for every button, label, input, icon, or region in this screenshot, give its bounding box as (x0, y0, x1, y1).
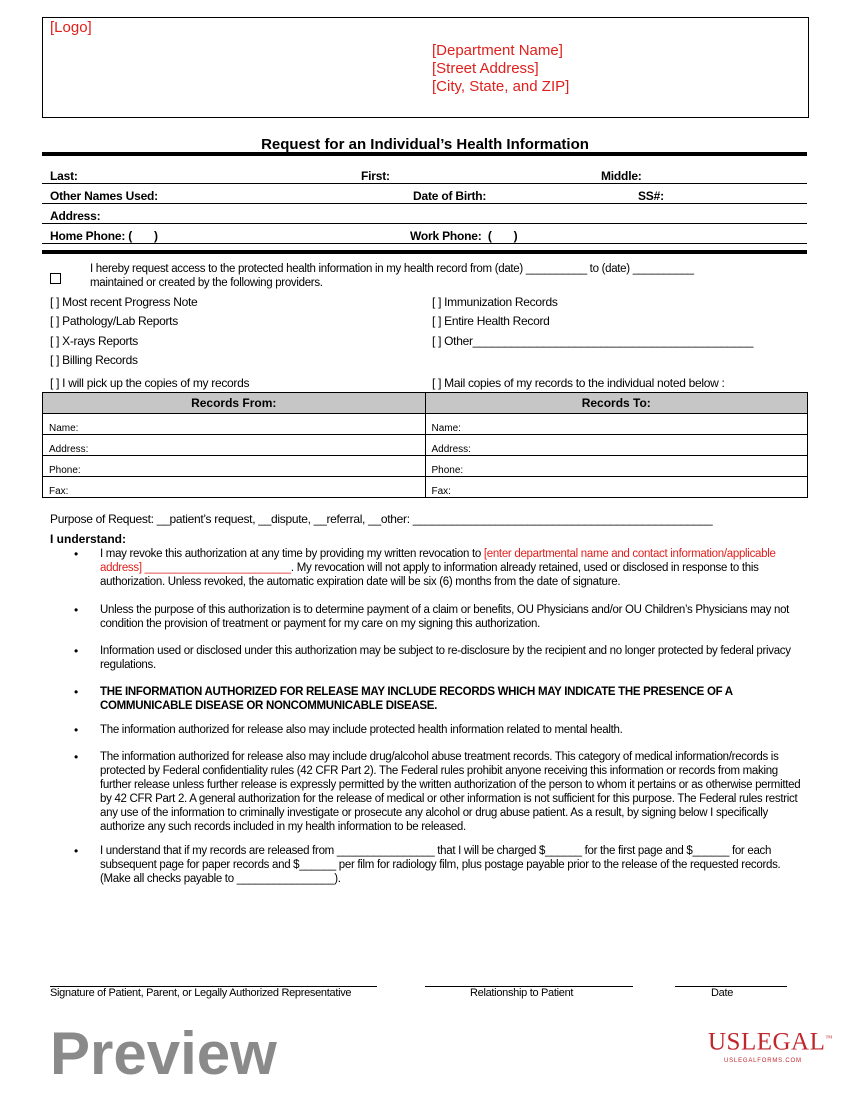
from-address-cell[interactable]: Address: (43, 435, 426, 456)
ssn-label: SS#: (638, 189, 664, 203)
records-table (42, 392, 808, 498)
request-text-line1: I hereby request access to the protected health information in my health record from (date) __________ to (date) __________ (90, 263, 694, 275)
from-fax-cell[interactable]: Fax: (43, 477, 426, 498)
mental-health-paragraph: The information authorized for release also may include protected health information related to mental health. (100, 724, 623, 736)
department-name: [Department Name] (432, 42, 563, 59)
revoke-contact-placeholder: [enter departmental name and contact information/applicable address] ________________________ (100, 548, 776, 574)
logo-placeholder: [Logo] (50, 19, 92, 36)
from-name-cell[interactable]: Name: (43, 414, 426, 435)
divider (42, 243, 807, 244)
bullet: • (74, 723, 79, 737)
form-title: Request for an Individual’s Health Information (261, 136, 589, 153)
request-checkbox[interactable] (50, 273, 61, 284)
charges-paragraph: I understand that if my records are released from ________________ that I will be charged $______ for the first page and $______ for each subsequent page for paper records and $______ per film for radiology film, plus postage payable prior to the release of the requested records. (Make all checks payable to ________________). (100, 845, 781, 885)
option-pathology-lab[interactable]: [ ] Pathology/Lab Reports (50, 314, 178, 328)
divider (42, 183, 807, 184)
to-name-cell[interactable]: Name: (425, 414, 808, 435)
bullet: • (74, 750, 79, 764)
divider (42, 250, 807, 254)
revoke-text: I may revoke this authorization at any time by providing my written revocation to (100, 548, 484, 560)
understand-heading: I understand: (50, 532, 127, 546)
work-phone-label: Work Phone: ( ) (410, 229, 518, 243)
city-state-zip: [City, State, and ZIP] (432, 78, 570, 95)
divider (42, 152, 807, 156)
from-phone-cell[interactable]: Phone: (43, 456, 426, 477)
option-mail[interactable]: [ ] Mail copies of my records to the individual noted below : (432, 376, 725, 390)
option-xrays[interactable]: [ ] X-rays Reports (50, 334, 138, 348)
address-label: Address: (50, 209, 101, 223)
revoke-text-cont: . My revocation will not apply to information already retained, used or disclosed in response to this authorization. Unless revoked, the automatic expiration date will be six (6) months from the date of signature. (100, 562, 759, 588)
uslegal-url: USLEGALFORMS.COM (724, 1058, 802, 1064)
list-item (74, 685, 806, 713)
option-billing[interactable]: [ ] Billing Records (50, 353, 138, 367)
purpose-of-request: Purpose of Request: __patient’s request, __dispute, __referral, __other: _______________________________________________ (50, 512, 713, 526)
list-item (74, 844, 806, 886)
option-other[interactable]: [ ] Other____________________________________________ (432, 334, 754, 348)
divider (42, 223, 807, 224)
middle-name-label: Middle: (601, 169, 642, 183)
revoke-paragraph (100, 547, 806, 589)
to-fax-cell[interactable]: Fax: (425, 477, 808, 498)
option-immunization[interactable]: [ ] Immunization Records (432, 295, 558, 309)
relationship-caption: Relationship to Patient (470, 987, 574, 999)
home-phone-label: Home Phone: ( ) (50, 229, 158, 243)
bullet: • (74, 685, 79, 699)
communicable-disease-paragraph: THE INFORMATION AUTHORIZED FOR RELEASE MAY INCLUDE RECORDS WHICH MAY INDICATE THE PRESENCE OF A COMMUNICABLE DISEASE OR NONCOMMUNICABLE DISEASE. (100, 686, 733, 712)
redisclosure-paragraph: Information used or disclosed under this authorization may be subject to re-disclosure by the recipient and no longer protected by federal privacy regulations. (100, 645, 791, 671)
to-phone-cell[interactable]: Phone: (425, 456, 808, 477)
list-item (74, 750, 806, 834)
bullet: • (74, 844, 79, 858)
records-from-header: Records From: (43, 393, 426, 414)
uslegal-logo (708, 1024, 833, 1056)
option-entire-record[interactable]: [ ] Entire Health Record (432, 314, 550, 328)
to-address-cell[interactable]: Address: (425, 435, 808, 456)
date-caption: Date (711, 987, 734, 999)
list-item (74, 723, 806, 737)
list-item (74, 547, 806, 589)
payment-paragraph: Unless the purpose of this authorization is to determine payment of a claim or benefits, OU Physicians and/or OU Children’s Physicians may not condition the provision of treatment or payment for my care on my signing this authorization. (100, 604, 790, 630)
option-progress-note[interactable]: [ ] Most recent Progress Note (50, 295, 198, 309)
list-item (74, 603, 806, 631)
bullet: • (74, 644, 79, 658)
drug-alcohol-paragraph: The information authorized for release also may include drug/alcohol abuse treatment records. This category of medical information/records is protected by Federal confidentiality rules (42 CFR Part 2). The Federal rules prohibit anyone receiving this information or records from making further release unless further release is expressly permitted by the written authorization of the person to whom it pertains or as otherwise permitted by 42 CFR Part 2. A general authorization for the release of medical or other information is not sufficient for this purpose. The Federal rules restrict any use of the information to criminally investigate or prosecute any alcohol or drug abuse patient. As a result, by signing below I specifically authorize any such records included in my health information to be released. (100, 751, 801, 833)
other-names-label: Other Names Used: (50, 189, 158, 203)
dob-label: Date of Birth: (413, 189, 487, 203)
bullet: • (74, 603, 79, 617)
option-pickup[interactable]: [ ] I will pick up the copies of my records (50, 376, 250, 390)
bullet: • (74, 547, 79, 561)
brand-name: USLEGAL (708, 1028, 826, 1056)
trademark: ™ (825, 1034, 833, 1042)
signature-caption: Signature of Patient, Parent, or Legally Authorized Representative (50, 987, 352, 999)
divider (42, 203, 807, 204)
preview-watermark: Preview (50, 1020, 277, 1087)
last-name-label: Last: (50, 169, 78, 183)
letterhead-box (42, 17, 809, 118)
street-address: [Street Address] (432, 60, 539, 77)
request-text-line2: maintained or created by the following providers. (90, 277, 323, 289)
first-name-label: First: (361, 169, 390, 183)
records-to-header: Records To: (425, 393, 808, 414)
list-item (74, 644, 806, 672)
understand-list (74, 547, 806, 886)
